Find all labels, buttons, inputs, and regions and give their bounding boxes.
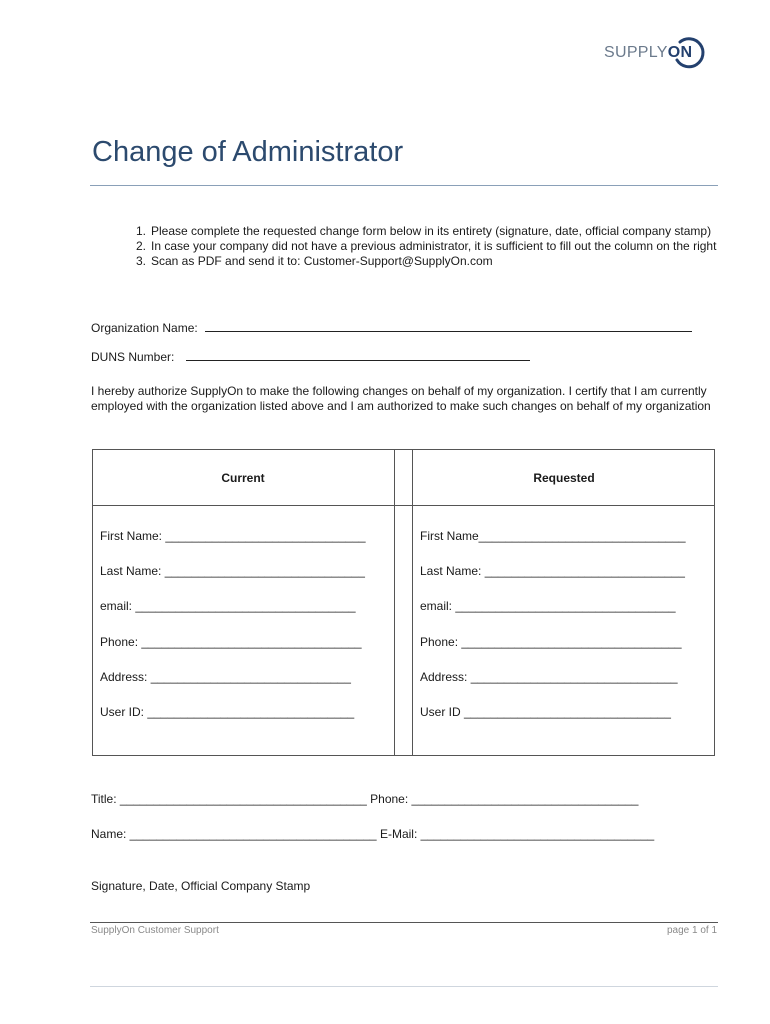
table-divider	[394, 449, 395, 756]
name-email-field[interactable]: Name: _____________________________________ E-Mail: ___________________________________	[91, 827, 655, 841]
logo-ring-icon	[672, 36, 706, 70]
current-last-name-field[interactable]: Last Name: ______________________________	[100, 564, 365, 578]
organization-name-line[interactable]	[205, 319, 692, 332]
organization-name-label: Organization Name:	[91, 321, 198, 335]
title-divider	[90, 185, 718, 186]
table-divider	[412, 449, 413, 756]
signature-label: Signature, Date, Official Company Stamp	[91, 879, 311, 893]
requested-address-field[interactable]: Address: _______________________________	[420, 670, 678, 684]
requested-column-header: Requested	[533, 471, 595, 485]
requested-email-field[interactable]: email: _________________________________	[420, 599, 676, 613]
requested-user-id-field[interactable]: User ID _______________________________	[420, 705, 671, 719]
footer-divider	[90, 922, 718, 923]
page-title: Change of Administrator	[92, 136, 404, 168]
duns-number-label: DUNS Number:	[91, 350, 175, 364]
bottom-divider	[90, 986, 718, 987]
title-phone-field[interactable]: Title: _____________________________________ Phone: __________________________________	[91, 792, 639, 806]
table-header-line	[92, 505, 715, 506]
instruction-item: 1. Please complete the requested change form below in its entirety (signature, date, official company stamp)	[136, 224, 712, 238]
current-first-name-field[interactable]: First Name: ______________________________	[100, 529, 366, 543]
instructions-list	[136, 224, 721, 269]
current-address-field[interactable]: Address: ______________________________	[100, 670, 351, 684]
requested-first-name-field[interactable]: First Name_______________________________	[420, 529, 686, 543]
current-phone-field[interactable]: Phone: _________________________________	[100, 635, 362, 649]
current-column-header: Current	[221, 471, 265, 485]
instruction-item: 2. In case your company did not have a previous administrator, it is sufficient to fill out the column on the right	[136, 239, 717, 253]
page-number: page 1 of 1	[667, 925, 718, 936]
supplyon-logo	[604, 34, 720, 74]
authorization-statement: I hereby authorize SupplyOn to make the following changes on behalf of my organization. I certify that I am currently employed with the organization listed above and I am authorized to make such changes on behalf of my organization	[91, 384, 711, 413]
organization-name-field[interactable]	[91, 319, 692, 335]
logo-wordmark: SUPPLYON	[604, 44, 693, 61]
footer-left-text: SupplyOn Customer Support	[91, 925, 219, 936]
requested-phone-field[interactable]: Phone: _________________________________	[420, 635, 682, 649]
duns-number-line[interactable]	[186, 348, 530, 361]
requested-last-name-field[interactable]: Last Name: ______________________________	[420, 564, 685, 578]
duns-number-field[interactable]	[91, 348, 530, 364]
instruction-item: 3. Scan as PDF and send it to: Customer-Support@SupplyOn.com	[136, 254, 493, 268]
current-email-field[interactable]: email: _________________________________	[100, 599, 356, 613]
current-user-id-field[interactable]: User ID: _______________________________	[100, 705, 355, 719]
